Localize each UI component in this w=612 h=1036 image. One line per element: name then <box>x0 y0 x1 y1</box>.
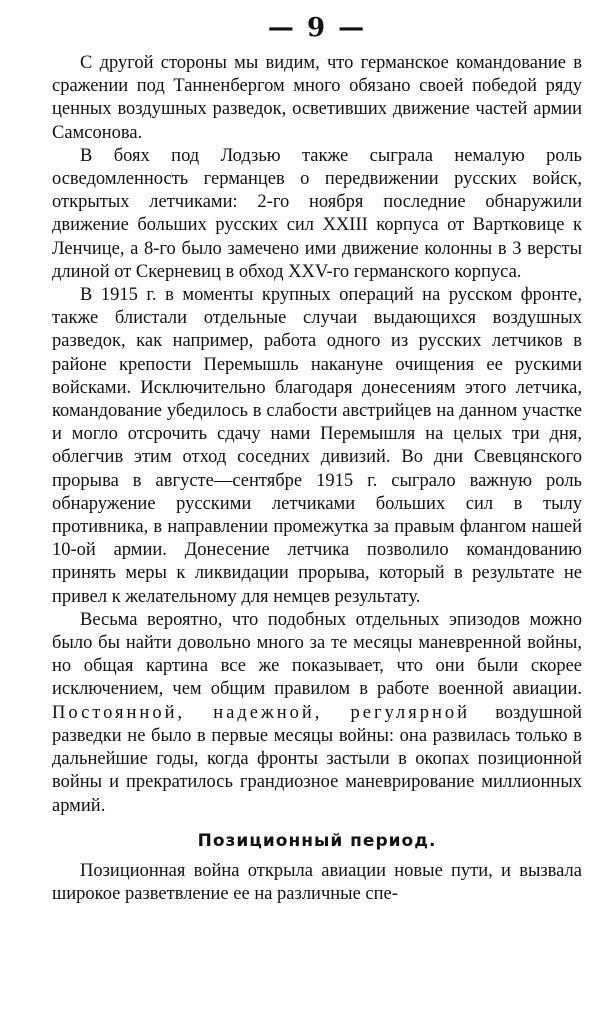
paragraph-1: С другой стороны мы видим, что германское командование в сражении под Танненбергом много обязано своей победой ряду ценных воздушных разведок, осветивших движение частей армии Самсонова. <box>52 53 582 143</box>
paragraph-4-emphasis: Постоянной, надежной, регулярной <box>52 702 471 723</box>
paragraph-4 <box>52 609 582 818</box>
page-number: — 9 — <box>267 13 367 43</box>
paragraph-2: В боях под Лодзью также сыграла немалую роль осведомленность германцев о передвижении русских войск, открытых летчиками: 2-го ноября последние обнаружили движение больших русских сил XXIII корпуса от Вартковице к Ленчице, а 8-го было замечено ими движение колонны в 3 версты длиной от Скерневиц в обход XXV-го германского корпуса. <box>52 145 582 282</box>
paragraph-5: Позиционная война открыла авиации новые пути, и вызвала широкое разветвление ее на различные спе- <box>52 860 582 904</box>
body-text <box>52 52 582 906</box>
paragraph-3: В 1915 г. в моменты крупных операций на русском фронте, также блистали отдельные случаи выдающихся воздушных разведок, как например, работа одного из русских летчиков в районе крепости Перемышль накануне очищения ее рускими войсками. Исключительно благодаря донесениям этого летчика, командование убедилось в слабости австрийцев на данном участке и могло отсрочить сдачу нами Перемышля на целых три дня, облегчив этим отход соседних дивизий. Во дни Свевцянского прорыва в августе—сентябре 1915 г. сыграло важную роль обнаружение русскими летчиками больших сил в тылу противника, в направлении промежутка за правым флангом нашей 10-ой армии. Донесение летчика позволило командованию принять меры к ликвидации прорыва, который в результате не привел к желательному для немцев результату. <box>52 285 582 607</box>
paragraph-4-text-after: воздушной разведки не было в первые месяцы войны: она развилась только в дальнейшие годы, когда фронты застыли в окопах позиционной войны и прекратилось грандиозное маневрирование миллионных армий. <box>52 702 582 816</box>
document-page <box>52 8 582 1032</box>
paragraph-4-text-before: Весьма вероятно, что подобных отдельных эпизодов можно было бы найти довольно много за те месяцы маневренной войны, но общая картина все же показывает, что они были скорее исключением, чем общим правилом в работе военной авиации. <box>52 609 582 700</box>
section-heading: Позиционный период. <box>197 830 437 851</box>
